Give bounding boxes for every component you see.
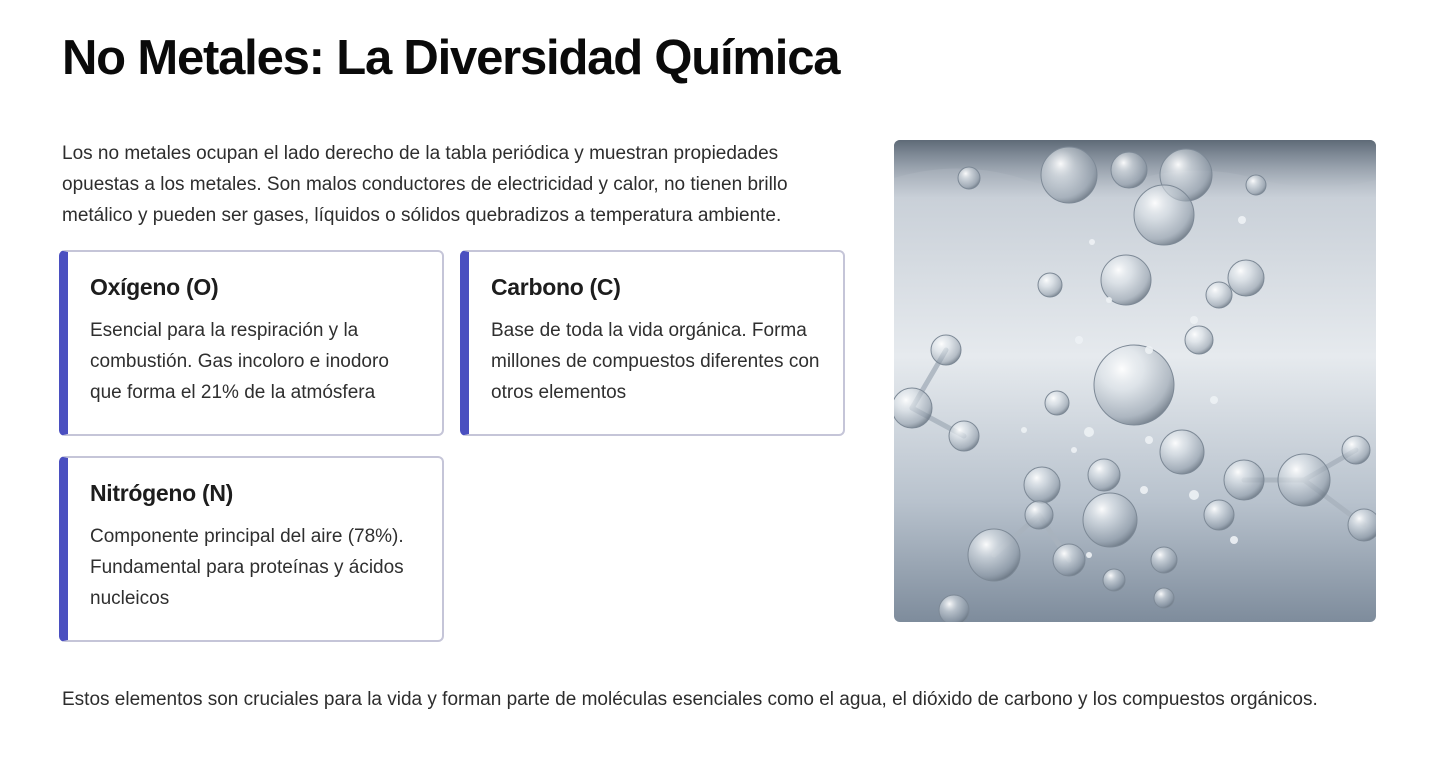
- card-oxygen: [59, 250, 444, 436]
- card-title: Nitrógeno (N): [90, 480, 234, 506]
- intro-paragraph: Los no metales ocupan el lado derecho de la tabla periódica y muestran propiedades opuestas a los metales. Son malos conductores de electricidad y calor, no tienen brillo metálico y pueden ser gases, líquidos o sólidos quebradizos a temperatura ambiente.: [62, 143, 788, 226]
- card-carbon: [460, 250, 845, 436]
- card-body: Componente principal del aire (78%). Fundamental para proteínas y ácidos nucleicos: [90, 526, 404, 609]
- card-title: Oxígeno (O): [90, 274, 219, 300]
- card-nitrogen: [59, 456, 444, 642]
- footer-paragraph: Estos elementos son cruciales para la vida y forman parte de moléculas esenciales como el agua, el dióxido de carbono y los compuestos orgánicos.: [62, 689, 1318, 710]
- molecule-bubbles-image: [894, 140, 1376, 622]
- card-body: Esencial para la respiración y la combustión. Gas incoloro e inodoro que forma el 21% de la atmósfera: [90, 320, 389, 403]
- page-title: No Metales: La Diversidad Química: [62, 31, 840, 85]
- card-title: Carbono (C): [491, 274, 621, 300]
- card-body: Base de toda la vida orgánica. Forma millones de compuestos diferentes con otros elementos: [491, 320, 820, 403]
- molecule-bubbles-icon: [894, 140, 1376, 622]
